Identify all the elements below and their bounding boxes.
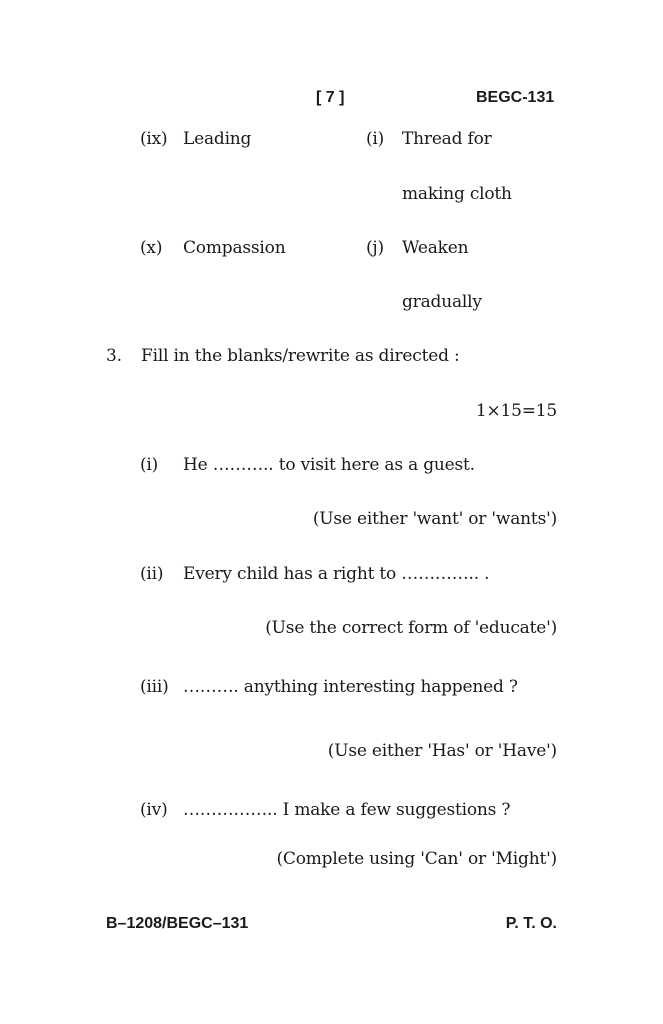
match-left-num: (ix) — [140, 129, 168, 149]
match-left-text: Leading — [183, 129, 252, 149]
item-number: (i) — [140, 455, 159, 475]
match-right-num: (i) — [366, 129, 385, 149]
footer-code: B–1208/BEGC–131 — [106, 915, 249, 932]
match-right-num: (j) — [366, 238, 384, 258]
question-number: 3. — [106, 346, 122, 366]
item-text: ………. anything interesting happened ? — [183, 677, 518, 697]
match-left-text: Compassion — [183, 238, 286, 258]
match-right-text: gradually — [402, 292, 482, 312]
item-text: He ……….. to visit here as a guest. — [183, 455, 475, 475]
footer-pto: P. T. O. — [505, 915, 557, 932]
item-hint: (Use either 'want' or 'wants') — [312, 509, 557, 529]
item-hint: (Complete using 'Can' or 'Might') — [276, 849, 557, 869]
paper-code: BEGC-131 — [476, 89, 555, 106]
match-right-text: making cloth — [402, 184, 512, 204]
match-right-text: Thread for — [402, 129, 492, 149]
match-left-num: (x) — [140, 238, 163, 258]
question-marks: 1×15=15 — [475, 401, 557, 421]
item-number: (ii) — [140, 564, 164, 584]
item-text: …………….. I make a few suggestions ? — [183, 800, 511, 820]
page-number: [ 7 ] — [316, 89, 345, 106]
question-instruction: Fill in the blanks/rewrite as directed : — [141, 346, 460, 366]
item-hint: (Use the correct form of 'educate') — [265, 618, 557, 638]
item-number: (iv) — [140, 800, 168, 820]
item-text: Every child has a right to ………….. . — [183, 564, 490, 584]
match-right-text: Weaken — [402, 238, 469, 258]
item-hint: (Use either 'Has' or 'Have') — [327, 741, 557, 761]
item-number: (iii) — [140, 677, 169, 697]
